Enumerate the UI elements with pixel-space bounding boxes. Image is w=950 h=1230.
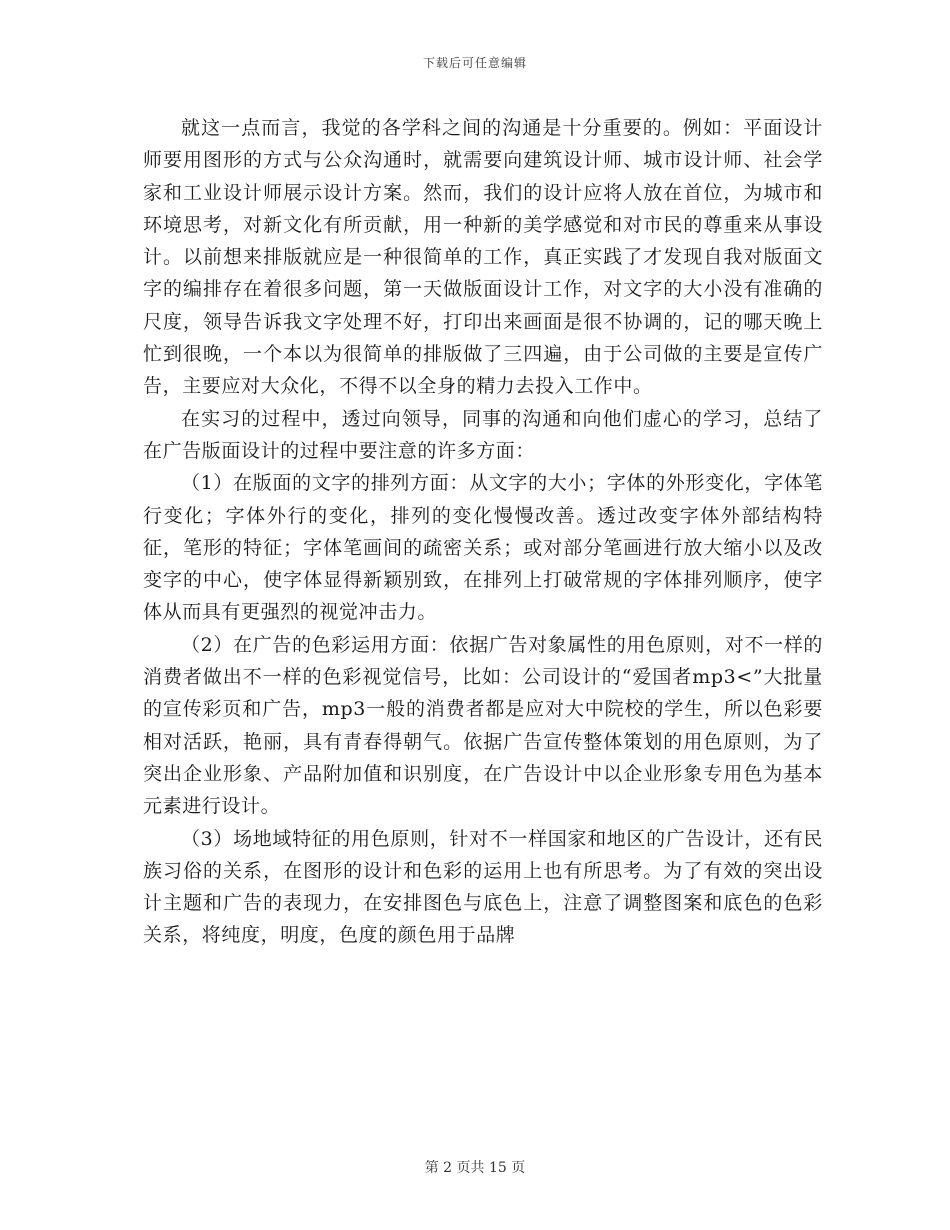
- paragraph-5: （3）场地域特征的用色原则，针对不一样国家和地区的广告设计，还有民族习俗的关系，在图形的设计和色彩的运用上也有所思考。为了有效的突出设计主题和广告的表现力，在安排图色与底色上，注意了调整图案和底色的色彩关系，将纯度，明度，色度的颜色用于品牌: [143, 827, 823, 947]
- paragraph-2: 在实习的过程中，透过向领导，同事的沟通和向他们虚心的学习，总结了在广告版面设计的过程中要注意的许多方面：: [143, 407, 823, 462]
- document-body: [143, 112, 823, 952]
- page-number-footer: 第 2 页共 15 页: [424, 1160, 526, 1176]
- paragraph-3: （1）在版面的文字的排列方面：从文字的大小；字体的外形变化，字体笔行变化；字体外行的变化，排列的变化慢慢改善。透过改变字体外部结构特征，笔形的特征；字体笔画间的疏密关系；或对部分笔画进行放大缩小以及改变字的中心，使字体显得新颖别致，在排列上打破常规的字体排列顺序，使字体从而具有更强烈的视觉冲击力。: [143, 472, 823, 624]
- paragraph-1: 就这一点而言，我觉的各学科之间的沟通是十分重要的。例如：平面设计师要用图形的方式与公众沟通时，就需要向建筑设计师、城市设计师、社会学家和工业设计师展示设计方案。然而，我们的设计应将人放在首位，为城市和环境思考，对新文化有所贡献，用一种新的美学感觉和对市民的尊重来从事设计。以前想来排版就应是一种很简单的工作，真正实践了才发现自我对版面文字的编排存在着很多问题，第一天做版面设计工作，对文字的大小没有准确的尺度，领导告诉我文字处理不好，打印出来画面是很不协调的，记的哪天晚上忙到很晚，一个本以为很简单的排版做了三四遍，由于公司做的主要是宣传广告，主要应对大众化，不得不以全身的精力去投入工作中。: [143, 117, 823, 398]
- page-header: 下载后可任意编辑: [422, 56, 527, 70]
- paragraph-4: （2）在广告的色彩运用方面：依据广告对象属性的用色原则，对不一样的消费者做出不一样的色彩视觉信号，比如：公司设计的“爱国者mp3<”大批量的宣传彩页和广告，mp3一般的消费者都是应对大中院校的学生，所以色彩要相对活跃，艳丽，具有青春得朝气。依据广告宣传整体策划的用色原则，为了突出企业形象、产品附加值和识别度，在广告设计中以企业形象专用色为基本元素进行设计。: [143, 633, 823, 818]
